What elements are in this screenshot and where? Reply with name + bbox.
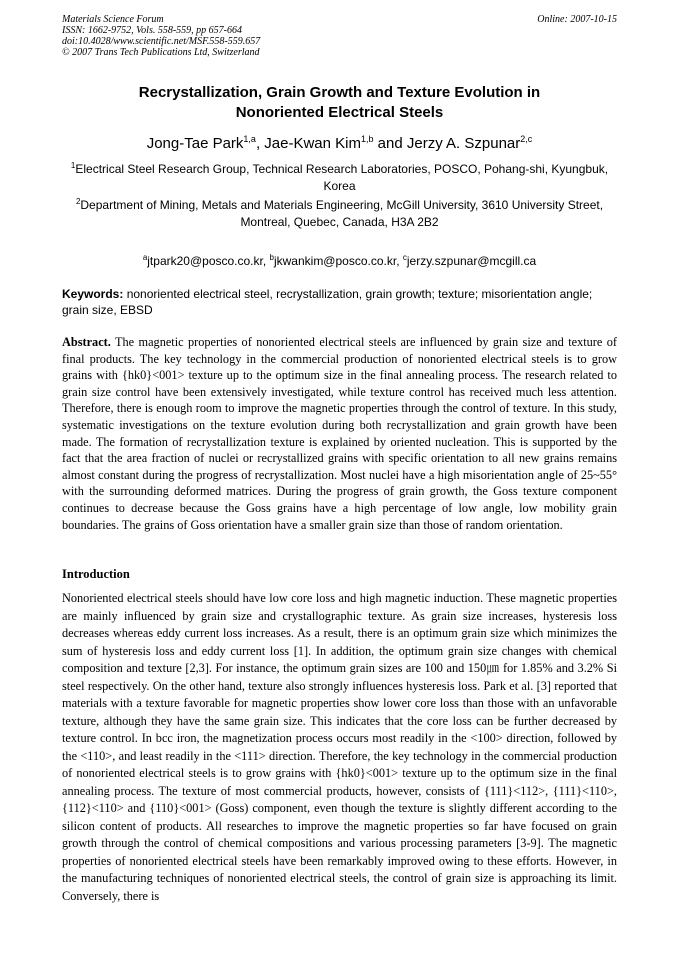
email-address: jkwankim@posco.co.kr, — [273, 254, 403, 268]
affiliation-text: Department of Mining, Metals and Materials Engineering, McGill University, 3610 University Street, Montreal, Quebec, Canada, H3A 2B2 — [80, 198, 604, 229]
author-sup: 2,c — [520, 134, 533, 144]
author-sup: 1,a — [243, 134, 256, 144]
affiliation-text: Electrical Steel Research Group, Technical Research Laboratories, POSCO, Pohang-shi, Kyungbuk, Korea — [75, 162, 609, 193]
affiliation-sup: 2 — [75, 197, 81, 206]
affiliation-2 — [62, 193, 617, 231]
journal-header — [62, 14, 617, 58]
title-line-1: Recrystallization, Grain Growth and Texture Evolution in — [138, 84, 541, 101]
email-sup: c — [402, 253, 407, 262]
author-list — [62, 129, 617, 154]
doi-line: doi:10.4028/www.scientific.net/MSF.558-559.657 — [62, 36, 261, 47]
author-name: Jae-Kwan Kim — [264, 135, 361, 152]
abstract-text: The magnetic properties of nonoriented electrical steels are influenced by grain size and texture of final products. The key technology in the commercial production of nonoriented electrical steels is to grow grains with {hk0}<001> texture up to the optimum size in the final annealing process. The research related to grain size control have been extensively investigated, while texture control has received much less attention. Therefore, there is enough room to improve the magnetic properties through the control of texture. In this study, systematic investigations on the texture evolution during both recrystallization and grain growth have been made. The formation of recrystallization texture is explained by oriented nucleation. This is supported by the fact that the area fraction of nuclei or recrystallized grains with specific orientation to all new grains remains almost constant during the progress of recrystallization. Most nuclei have a high misorientation angle of 25~55° with the surrounding deformed matrices. During the progress of grain growth, the Goss texture component continues to decrease because the Goss grains have a high percentage of low angle, low mobility grain boundaries. The grains of Goss orientation have a smaller grain size than those of random orientation. — [62, 335, 617, 532]
abstract — [62, 334, 617, 533]
keywords-text: nonoriented electrical steel, recrystallization, grain growth; texture; misorientation angle; grain size, EBSD — [62, 287, 593, 317]
section-heading-introduction: Introduction — [62, 567, 130, 581]
author-name: Jerzy A. Szpunar — [406, 135, 521, 152]
keywords-label: Keywords: — [62, 287, 124, 301]
title-line-2: Nonoriented Electrical Steels — [235, 104, 444, 121]
affiliation-sup: 1 — [70, 161, 76, 170]
email-sup: b — [269, 253, 274, 262]
online-date: Online: 2007-10-15 — [537, 14, 617, 25]
email-address: jerzy.szpunar@mcgill.ca — [406, 254, 537, 268]
issn-line: ISSN: 1662-9752, Vols. 558-559, pp 657-664 — [62, 25, 242, 36]
email-sup: a — [142, 253, 148, 262]
author-sup: 1,b — [360, 134, 374, 144]
keywords — [62, 286, 617, 318]
abstract-label: Abstract. — [62, 335, 111, 349]
paper-title — [62, 83, 617, 123]
affiliation-1 — [62, 157, 617, 195]
copyright-line: © 2007 Trans Tech Publications Ltd, Switzerland — [62, 47, 260, 58]
introduction-body: Nonoriented electrical steels should have low core loss and high magnetic induction. These magnetic properties are mainly influenced by grain size and crystallographic texture. As grain size increases, hysteresis loss decreases whereas eddy current loss increases. As a result, there is an optimum grain size which minimizes the sum of hysteresis loss and eddy current loss [1]. In addition, the optimum grain size changes with chemical composition and texture [2,3]. For instance, the optimum grain sizes are 100 and 150㎛ for 1.85% and 3.2% Si steel respectively. On the other hand, texture also strongly influences hysteresis loss. Park et al. [3] reported that materials with a texture favorable for magnetic properties show lower core loss than those with an unfavorable texture, although they have the same grain size. This indicates that the core loss can be further decreased by texture control. In bcc iron, the magnetization process occurs most readily in the <100> direction, followed by the <110>, and least readily in the <111> direction. Therefore, the key technology in the commercial production of nonoriented electrical steels is to grow grains with {hk0}<001> texture up to the optimum size in the final annealing process. The texture of most commercial products, however, consists of {111}<112>, {111}<110>, {112}<110> and {110}<001> (Goss) component, even though the texture is slightly different according to the silicon content of products. All researches to improve the magnetic properties so far have focused on grain growth through the control of chemical compositions and various processing parameters [3-9]. The magnetic properties of nonoriented electrical steels have been remarkably improved owing to these efforts. However, in the manufacturing techniques of nonoriented electrical steels, the control of grain size is approaching its limit. Conversely, there is — [62, 591, 617, 903]
author-separator: and — [373, 135, 407, 152]
journal-name: Materials Science Forum — [62, 14, 164, 25]
email-address: jtpark20@posco.co.kr, — [147, 254, 270, 268]
email-line — [62, 249, 617, 270]
author-name: Jong-Tae Park — [146, 135, 244, 152]
author-separator: , — [255, 135, 265, 152]
